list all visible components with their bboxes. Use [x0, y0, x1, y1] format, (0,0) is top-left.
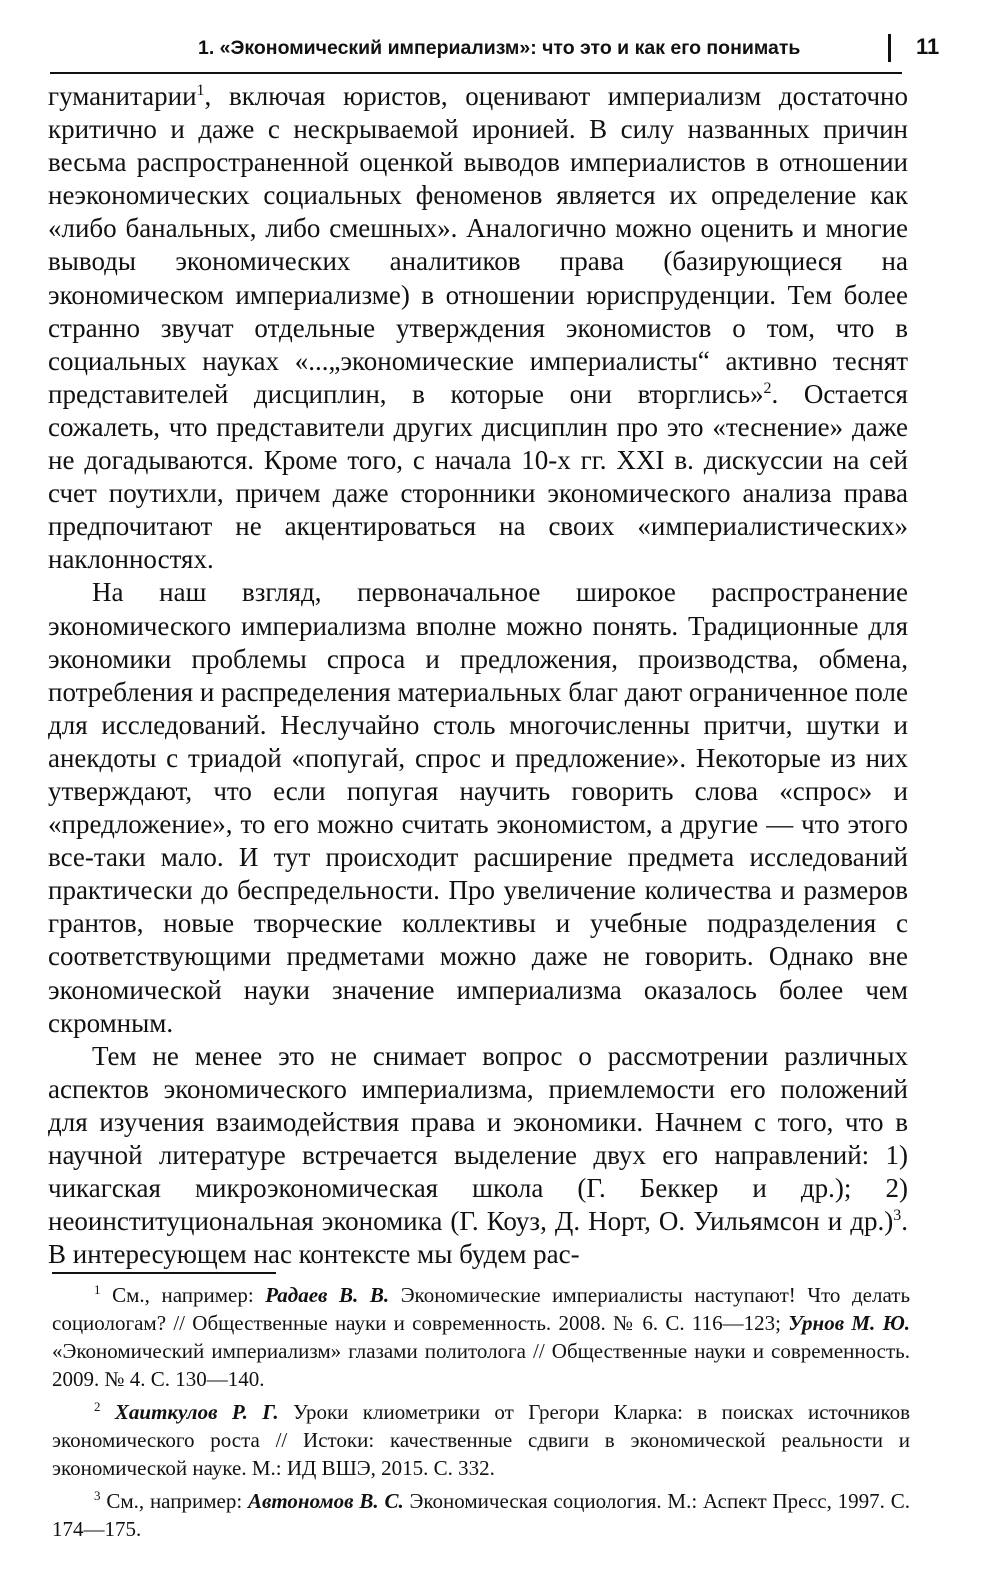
- footnote-2-text: Уроки клиометрики от Грегори Кларка: в поисках источников экономического роста // Истоки: качественные сдвиги в экономической реальности и экономической науке. М.: ИД ВШЭ, 2015. С. 332.: [52, 1400, 910, 1480]
- footnote-divider: [52, 1272, 276, 1274]
- paragraph-3: [48, 1040, 908, 1272]
- page-number: 11: [916, 34, 940, 59]
- chapter-title: 1. «Экономический империализм»: что это и как его понимать: [198, 37, 801, 59]
- footnote-3-text: Экономическая социология. М.: Аспект Пресс, 1997. С. 174—175.: [52, 1489, 911, 1541]
- paragraph-3-text: Тем не менее это не снимает вопрос о рассмотрении различных аспектов экономического империализма, приемлемости его положений для изучения взаимодействия права и экономики. Начнем с того, что в научной литературе встречается выделение двух его направлений: 1) чикагская микроэкономическая школа (Г. Беккер и др.); 2) неоинституциональная экономика (Г. Коуз, Д. Норт, О. Уильямсон и др.): [48, 1040, 908, 1237]
- footnote-1-text-2: «Экономический империализм» глазами политолога // Общественные науки и современность. 2009. № 4. С. 130—140.: [52, 1339, 910, 1391]
- footnotes: [52, 1276, 910, 1543]
- footnote-1-lead: См., например:: [112, 1283, 266, 1307]
- main-text: [48, 80, 908, 1271]
- footnote-ref-3: 3: [893, 1207, 902, 1225]
- footnote-2-author: Хаиткулов Р. Г.: [114, 1400, 279, 1424]
- footnote-3-number: 3: [94, 1488, 101, 1503]
- footnote-3-lead: См., например:: [106, 1489, 248, 1513]
- paragraph-2: На наш взгляд, первоначальное широкое распространение экономического империализма вполне можно понять. Традиционные для экономики проблемы спроса и предложения, производства, обмена, потребления и распределения материальных благ дают ограниченное поле для исследований. Неслучайно столь многочисленны притчи, шутки и анекдоты с триадой «попугай, спрос и предложение». Некоторые из них утверждают, что если попугая научить говорить слова «спрос» и «предложение», то его можно считать экономистом, а другие — что этого все-таки мало. И тут происходит расширение предмета исследований практически до беспредельности. Про увеличение количества и размеров грантов, новые творческие коллективы и учебные подразделения с соответствующими предметами можно даже не говорить. Однако вне экономической науки значение империализма оказалось более чем скромным.: [48, 577, 908, 1038]
- running-header: [50, 28, 940, 74]
- paragraph-1-part-c: . Остается сожалеть, что представители других дисциплин про это «теснение» даже не догадываются. Кроме того, с начала 10-х гг. XXI в. дискуссии на сей счет поутихли, причем даже сторонники экономического анализа права предпочитают не акцентироваться на своих «империалистических» наклонностях.: [48, 378, 908, 575]
- footnote-1: [52, 1276, 910, 1393]
- footnote-2-number: 2: [94, 1399, 101, 1414]
- footnote-ref-1: 1: [196, 82, 205, 99]
- footnote-1-text-1: Экономические империалисты наступают! Что делать социологам? // Общественные науки и современность. 2008. № 6. С. 116—123;: [52, 1283, 911, 1335]
- footnote-3: [52, 1482, 910, 1543]
- paragraph-3-tail: . В интересующем нас контексте мы будем рас-: [48, 1206, 908, 1270]
- paragraph-1: [48, 80, 908, 576]
- footnote-1-number: 1: [94, 1282, 101, 1297]
- paragraph-1-part-b: , включая юристов, оценивают империализм достаточно критично и даже с нескрываемой иронией. В силу названных причин весьма распространенной оценкой выводов империалистов в отношении неэкономических социальных феноменов является их определение как «либо банальных, либо смешных». Аналогично можно оценить и многие выводы экономических аналитиков права (базирующиеся на экономическом империализме) в отношении юриспруденции. Тем более странно звучат отдельные утверждения экономистов о том, что в социальных науках «...„экономические империалисты“ активно теснят представителей дисциплин, в которые они вторглись»: [48, 81, 908, 409]
- footnote-2: [52, 1393, 910, 1482]
- header-separator: [888, 34, 891, 62]
- footnote-1-author-2: Урнов М. Ю.: [788, 1311, 910, 1335]
- footnote-1-author-1: Радаев В. В.: [265, 1283, 390, 1307]
- footnote-ref-2: 2: [763, 379, 772, 397]
- footnote-3-author: Автономов В. С.: [247, 1489, 404, 1513]
- paragraph-1-part-a: гуманитарии: [48, 81, 197, 111]
